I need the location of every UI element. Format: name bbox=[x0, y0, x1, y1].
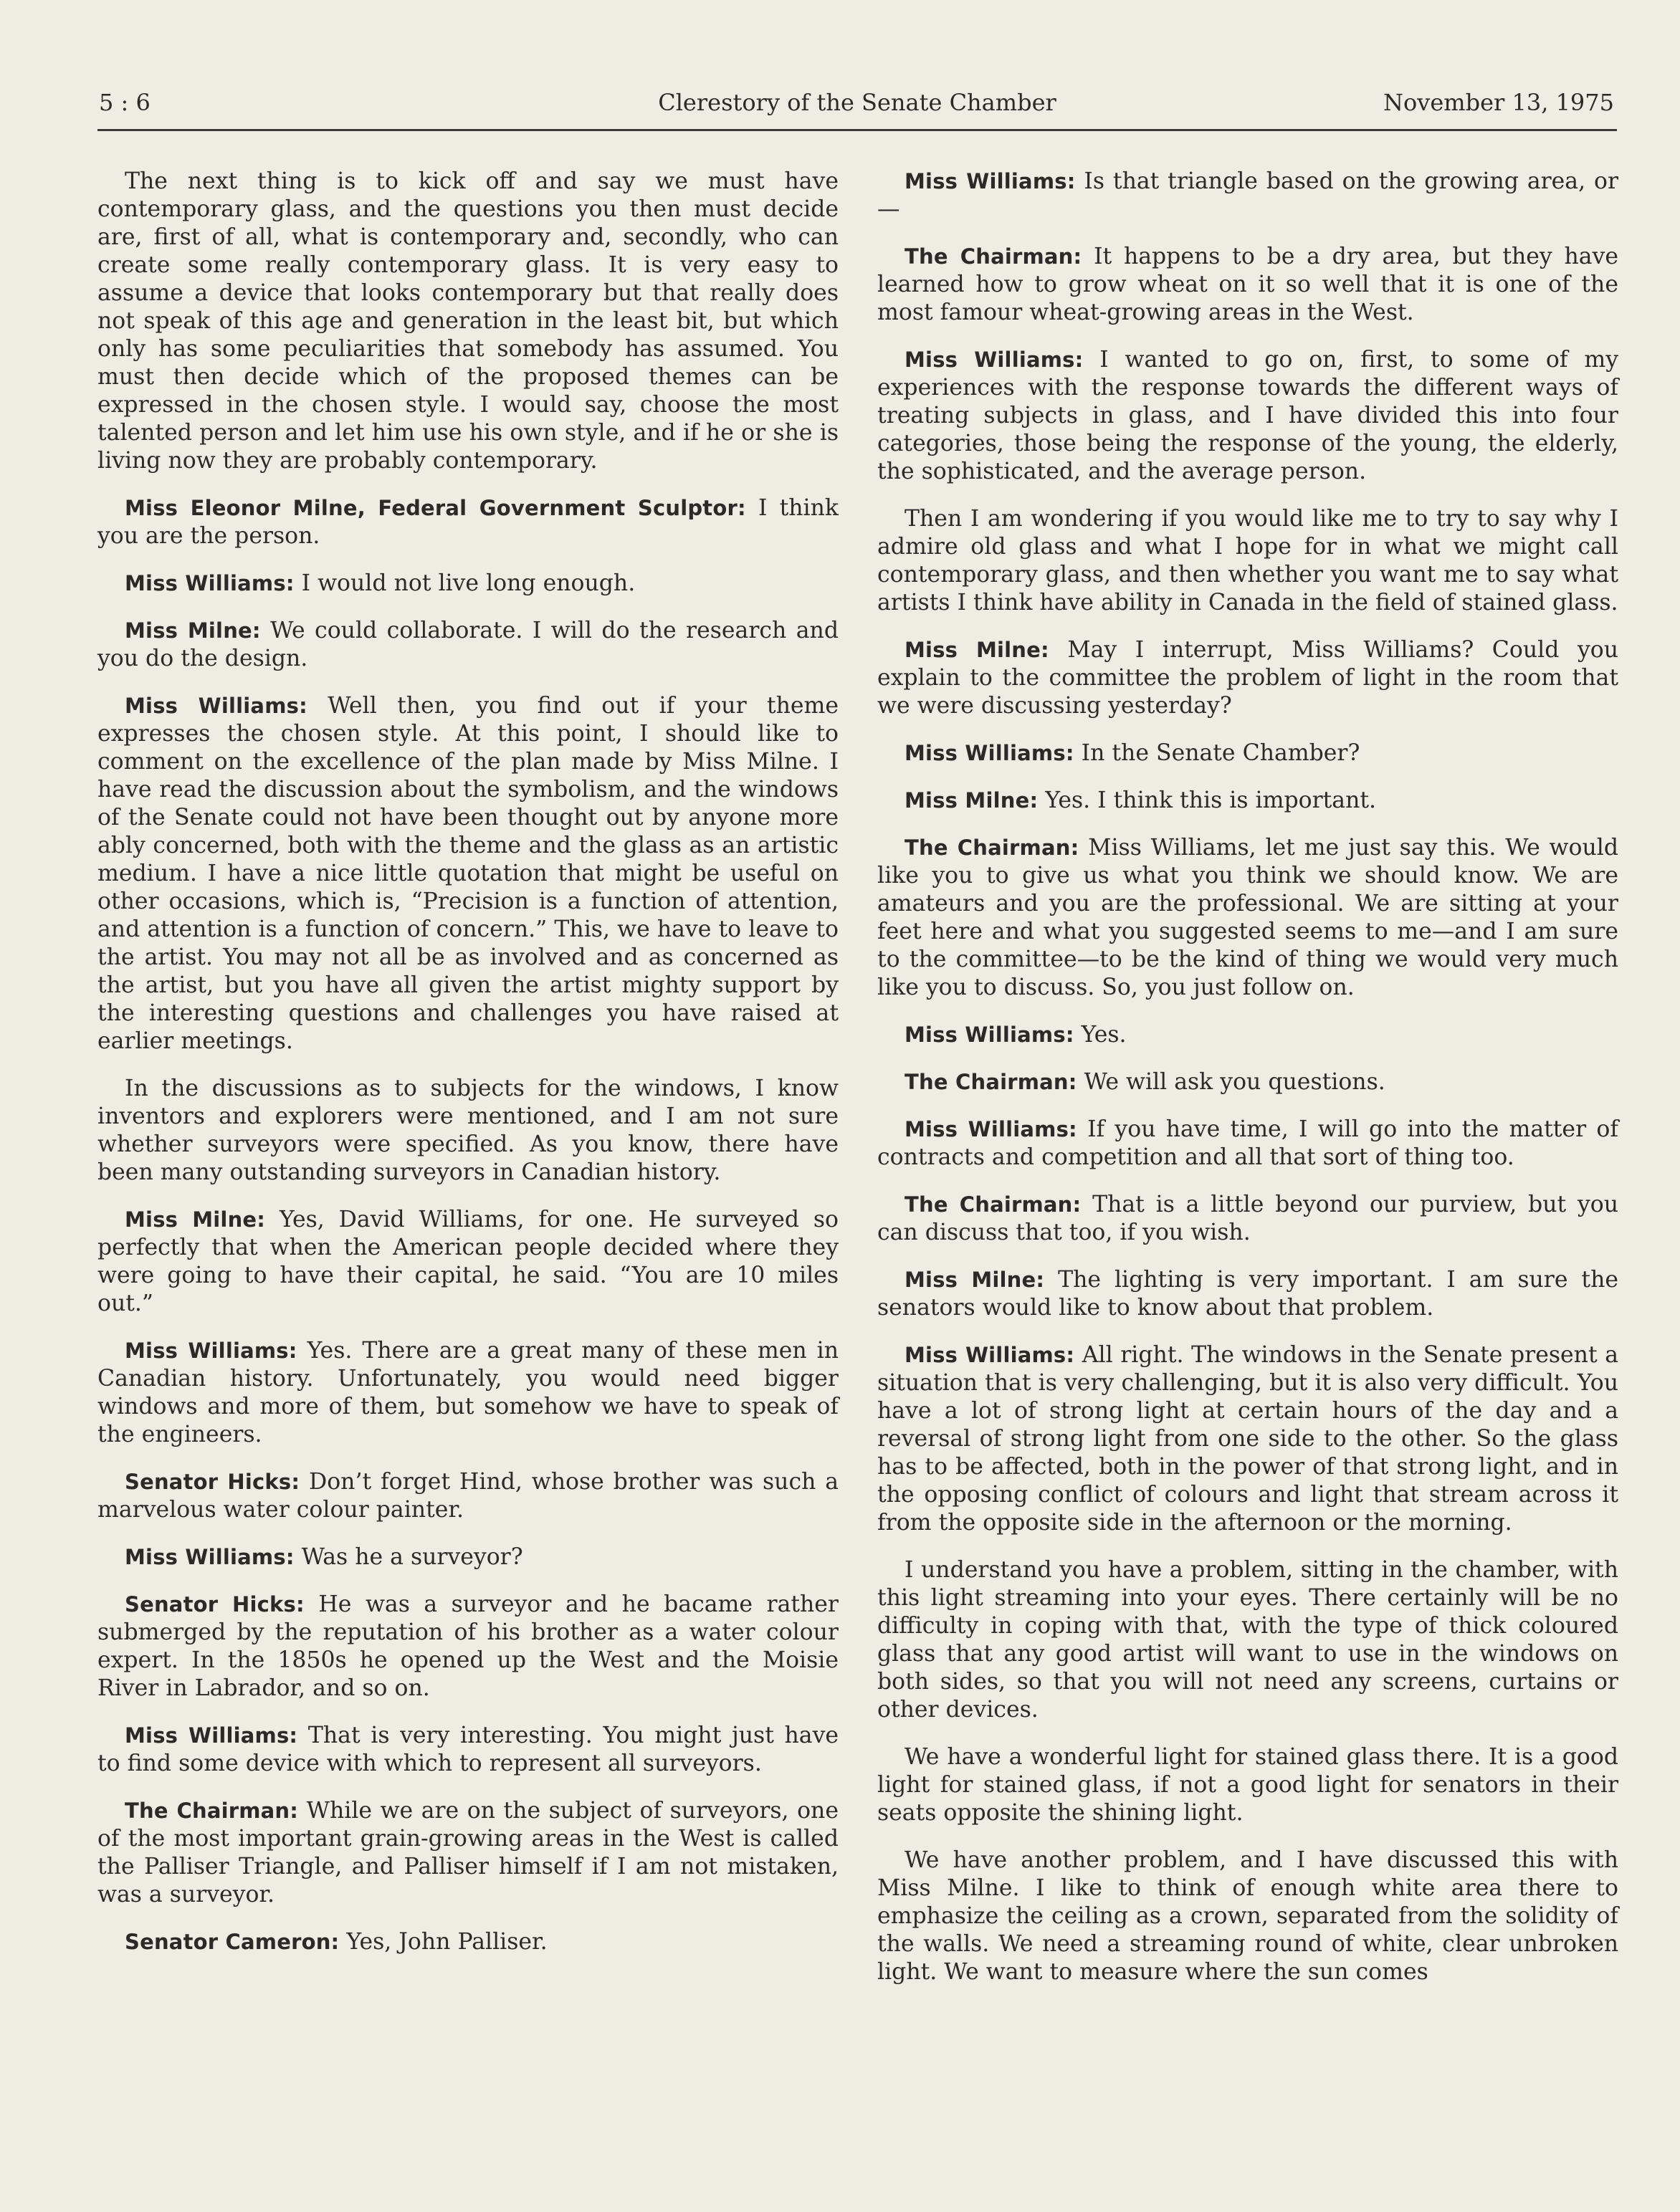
speaker-name: Miss Williams: bbox=[905, 741, 1074, 765]
paragraph-text: It happens to be a dry area, but they have learned how to grow wheat on it so well that it is one of the most famour wheat-growing areas in the West. bbox=[877, 244, 1618, 325]
speaker-name: The Chairman: bbox=[905, 244, 1082, 269]
header-date: November 13, 1975 bbox=[1383, 89, 1614, 116]
paragraph-text: Yes. There are a great many of these men in Canadian history. Unfortunately, you would need bigger windows and more of them, but somehow we have to speak of the engineers. bbox=[97, 1338, 839, 1447]
paragraph bbox=[877, 1266, 1618, 1322]
speaker-name: Miss Williams: bbox=[125, 694, 307, 718]
paragraph bbox=[97, 1337, 839, 1449]
paragraph bbox=[97, 1075, 839, 1187]
paragraph-text: If you have time, I will go into the matter of contracts and competition and all that sort of thing too. bbox=[877, 1116, 1618, 1170]
page-number: 5 : 6 bbox=[99, 89, 151, 116]
speaker-name: Miss Williams: bbox=[905, 1343, 1075, 1367]
paragraph-text: We could collaborate. I will do the research and you do the design. bbox=[97, 618, 839, 671]
paragraph bbox=[97, 692, 839, 1055]
paragraph-text: I would not live long enough. bbox=[301, 570, 636, 596]
paragraph bbox=[877, 505, 1618, 617]
paragraph bbox=[877, 1847, 1618, 1986]
speaker-name: The Chairman: bbox=[905, 836, 1079, 860]
paragraph-text: Miss Williams, let me just say this. We would like you to give us what you think we should know. We are amateurs and you are the professional. We are sitting at your feet here and what you suggested seems to me—and I am sure to the committee—to be the kind of thing we would very much like you to discuss. So, you just follow on. bbox=[877, 835, 1618, 1000]
paragraph-text: Yes. bbox=[1081, 1022, 1127, 1048]
paragraph bbox=[877, 1068, 1618, 1096]
paragraph bbox=[97, 168, 839, 475]
speaker-name: Miss Williams: bbox=[905, 169, 1076, 193]
paragraph-text: Then I am wondering if you would like me to try to say why I admire old glass and what I hope for in what we might call contemporary glass, and then whether you want me to say what artists I think have ability in Canada in the field of stained glass. bbox=[877, 506, 1618, 616]
paragraph-text: I understand you have a problem, sitting in the chamber, with this light streaming into your eyes. There certainly will be no difficulty in coping with that, with the type of thick coloured glass that any good artist will want to use in the windows on both sides, so that you will not need any screens, curtains or other devices. bbox=[877, 1557, 1618, 1723]
paragraph bbox=[877, 834, 1618, 1002]
paragraph bbox=[97, 570, 839, 598]
paragraph-text: The lighting is very important. I am sure the senators would like to know about that problem. bbox=[877, 1267, 1618, 1321]
speaker-name: Miss Williams: bbox=[125, 1339, 297, 1363]
speaker-name: Miss Milne: bbox=[905, 1268, 1045, 1292]
paragraph bbox=[97, 1206, 839, 1318]
paragraph-text: Yes, John Palliser. bbox=[346, 1929, 548, 1955]
paragraph bbox=[877, 1556, 1618, 1724]
speaker-name: The Chairman: bbox=[125, 1799, 299, 1823]
paragraph-text: He was a surveyor and he bacame rather submerged by the reputation of his brother as a water colour expert. In the 1850s he opened up the West and the Moisie River in Labrador, and so on. bbox=[97, 1591, 839, 1701]
paragraph bbox=[877, 739, 1618, 767]
paragraph bbox=[877, 1743, 1618, 1827]
paragraph-text: May I interrupt, Miss Williams? Could you explain to the committee the problem of light in the room that we were discussing yesterday? bbox=[877, 637, 1618, 719]
running-title: Clerestory of the Senate Chamber bbox=[658, 89, 1056, 116]
speaker-name: Miss Williams: bbox=[905, 1117, 1077, 1141]
speaker-name: Miss Milne: bbox=[905, 788, 1039, 813]
speaker-name: Senator Hicks: bbox=[125, 1592, 305, 1617]
paragraph-text: We have another problem, and I have discussed this with Miss Milne. I like to think of enough white area there to emphasize the ceiling as a crown, separated from the solidity of the walls. We need a streaming round of white, clear unbroken light. We want to measure where the sun comes bbox=[877, 1847, 1618, 1985]
paragraph bbox=[97, 1928, 839, 1956]
paragraph-text: The next thing is to kick off and say we must have contemporary glass, and the questions you then must decide are, first of all, what is contemporary and, secondly, who can create some really contemporary glass. It is very easy to assume a device that looks contemporary but that really does not speak of this age and generation in the least bit, but which only has some peculiarities that somebody has assumed. You must then decide which of the proposed themes can be expressed in the chosen style. I would say, choose the most talented person and let him use his own style, and if he or she is living now they are probably contemporary. bbox=[97, 168, 839, 474]
speaker-name: Senator Hicks: bbox=[125, 1470, 300, 1494]
paragraph-text: That is a little beyond our purview, but you can discuss that too, if you wish. bbox=[877, 1192, 1618, 1245]
speaker-name: Miss Williams: bbox=[125, 1545, 295, 1569]
paragraph-text: I think you are the person. bbox=[97, 495, 839, 549]
paragraph-text: We have a wonderful light for stained glass there. It is a good light for stained glass, if not a good light for senators in their seats opposite the shining light. bbox=[877, 1744, 1618, 1826]
paragraph bbox=[97, 617, 839, 673]
paragraph-text: In the Senate Chamber? bbox=[1081, 740, 1360, 766]
speaker-name: Senator Cameron: bbox=[125, 1930, 340, 1954]
paragraph bbox=[97, 1797, 839, 1909]
page-header bbox=[97, 85, 1617, 131]
paragraph-text: Is that triangle based on the growing area, or— bbox=[877, 168, 1619, 222]
paragraph bbox=[877, 168, 1618, 224]
paragraph bbox=[97, 1468, 839, 1524]
paragraph-text: We will ask you questions. bbox=[1084, 1069, 1385, 1095]
paragraph-text: Yes. I think this is important. bbox=[1045, 787, 1377, 813]
speaker-name: Miss Milne: bbox=[125, 1207, 266, 1232]
speaker-name: Miss Milne: bbox=[125, 618, 261, 643]
paragraph bbox=[877, 243, 1618, 327]
paragraph-text: While we are on the subject of surveyors, one of the most important grain-growing areas in the West is called the Palliser Triangle, and Palliser himself if I am not mistaken, was a surveyor. bbox=[97, 1798, 839, 1907]
speaker-name: The Chairman: bbox=[905, 1192, 1082, 1217]
left-column bbox=[97, 168, 839, 1976]
paragraph bbox=[877, 1021, 1618, 1049]
right-column bbox=[877, 168, 1618, 2006]
paragraph-text: That is very interesting. You might just have to find some device with which to represent all surveyors. bbox=[97, 1723, 839, 1776]
paragraph-text: Was he a surveyor? bbox=[301, 1544, 523, 1570]
paragraph-text: Yes, David Williams, for one. He surveyed so perfectly that when the American people decided where they were going to have their capital, he said. “You are 10 miles out.” bbox=[97, 1207, 839, 1316]
paragraph-text: All right. The windows in the Senate present a situation that is very challenging, but it is also very difficult. You have a lot of strong light at certain hours of the day and a reversal of strong light from one side to the other. So the glass has to be affected, both in the power of that strong light, and in the opposing conflict of colours and light that stream across it from the opposite side in the afternoon or the morning. bbox=[877, 1342, 1618, 1536]
paragraph bbox=[877, 346, 1618, 486]
speaker-name: Miss Williams: bbox=[125, 571, 295, 595]
paragraph bbox=[877, 1116, 1618, 1172]
paragraph-text: I wanted to go on, first, to some of my experiences with the response towards the different ways of treating subjects in glass, and I have divided this into four categories, those being the response of the young, the elderly, the sophisticated, and the average person. bbox=[877, 347, 1619, 484]
speaker-name: Miss Eleonor Milne, Federal Government Sculptor: bbox=[125, 496, 746, 520]
paragraph bbox=[877, 636, 1618, 720]
speaker-name: Miss Williams: bbox=[905, 348, 1084, 372]
paragraph bbox=[97, 1722, 839, 1778]
paragraph bbox=[877, 1341, 1618, 1537]
paragraph bbox=[97, 494, 839, 550]
paragraph-text: Don’t forget Hind, whose brother was such a marvelous water colour painter. bbox=[97, 1469, 839, 1523]
paragraph bbox=[97, 1591, 839, 1703]
speaker-name: Miss Milne: bbox=[905, 638, 1049, 662]
paragraph bbox=[877, 787, 1618, 815]
speaker-name: The Chairman: bbox=[905, 1070, 1077, 1094]
paragraph bbox=[97, 1543, 839, 1571]
speaker-name: Miss Williams: bbox=[125, 1723, 298, 1748]
paragraph bbox=[877, 1191, 1618, 1247]
paragraph-text: In the discussions as to subjects for the windows, I know inventors and explorers were mentioned, and I am not sure whether surveyors were specified. As you know, there have been many outstanding surveyors in Canadian history. bbox=[97, 1076, 839, 1185]
paragraph-text: Well then, you find out if your theme expresses the chosen style. At this point, I should like to comment on the excellence of the plan made by Miss Milne. I have read the discussion about the symbolism, and the windows of the Senate could not have been thought out by anyone more ably concerned, both with the theme and the glass as an artistic medium. I have a nice little quotation that might be useful on other occasions, which is, “Precision is a function of attention, and attention is a function of concern.” This, we have to leave to the artist. You may not all be as involved and as concerned as the artist, but you have all given the artist mighty support by the interesting questions and challenges you have raised at earlier meetings. bbox=[97, 693, 839, 1054]
speaker-name: Miss Williams: bbox=[905, 1023, 1074, 1047]
